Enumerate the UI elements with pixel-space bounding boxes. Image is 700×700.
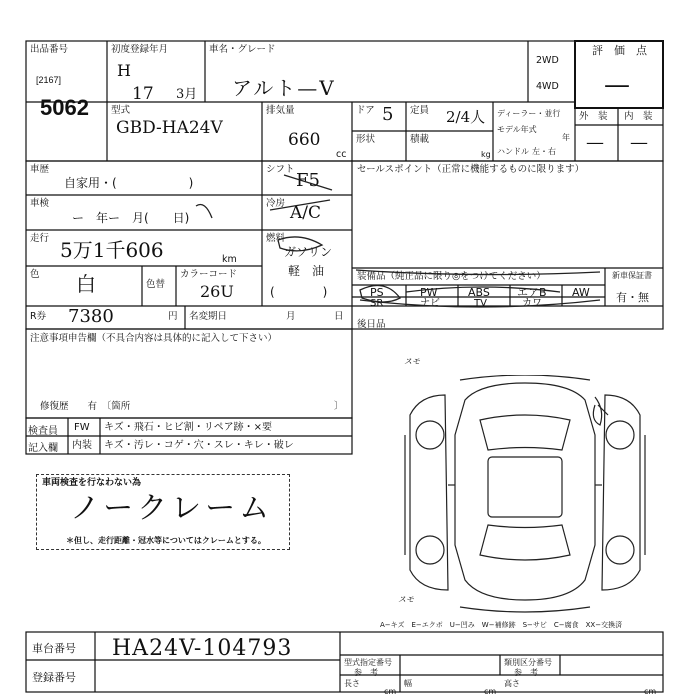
ac-label: 冷房 <box>266 198 286 209</box>
exterior-value: — <box>586 132 604 153</box>
width-unit: cm <box>484 687 497 696</box>
length-unit: cm <box>384 687 397 696</box>
fw-label: FW <box>74 422 90 433</box>
model-year-unit: 年 <box>562 133 570 142</box>
load-unit: kg <box>481 150 491 159</box>
sales-point-label: セールスポイント（正常に機能するものに限ります） <box>357 164 585 175</box>
new-warranty-label: 新車保証書 <box>612 271 652 280</box>
interior-check-label: 内装 <box>72 440 92 451</box>
equipment-airbag: エアB <box>517 286 547 299</box>
rating-value: — <box>604 70 630 100</box>
color-code-value: 26U <box>200 282 234 301</box>
chassis-label: 車台番号 <box>32 642 76 655</box>
inspection-value: ー 年ー 月( 日) <box>72 211 190 225</box>
repair-label: 修復歴 有 〔箇所 <box>40 401 131 412</box>
displacement-unit: cc <box>336 149 347 160</box>
handle-label: ハンドル <box>497 147 529 156</box>
color-code-label: カラーコード <box>180 269 238 280</box>
recycle-value: 7380 <box>68 306 114 327</box>
model-year-label: モデル年式 <box>497 125 537 134</box>
fw-items: キズ・飛石・ヒビ割・リペア跡・×要 <box>104 422 272 433</box>
name-change-month: 月 <box>286 311 296 322</box>
history-value: 自家用・( ) <box>64 176 194 190</box>
equipment-ps: PS <box>370 286 384 299</box>
month-value: 3月 <box>176 87 198 102</box>
recycle-unit: 円 <box>168 311 178 322</box>
equipment-aw: AW <box>572 286 590 299</box>
handle-value: 左・右 <box>532 147 556 156</box>
fuel-diesel: 軽 油 <box>288 264 325 278</box>
drive-2wd: 2WD <box>536 55 559 66</box>
mileage-unit: km <box>222 254 237 265</box>
equipment-navi: ナビ <box>420 298 440 309</box>
car-damage-diagram <box>390 375 660 615</box>
rating-label: 評 価 点 <box>592 44 647 57</box>
year-value: 17 <box>132 84 154 104</box>
dealer-label: ディーラー・並行 <box>497 109 561 118</box>
height-label: 高さ <box>504 679 520 688</box>
era-value: H <box>117 61 131 80</box>
no-claim-text: ノークレーム <box>70 491 274 526</box>
name-change-label: 名変期日 <box>189 311 228 322</box>
displacement-label: 排気量 <box>266 105 295 116</box>
equipment-pw: PW <box>420 286 438 299</box>
interior-label: 内 装 <box>624 111 653 122</box>
car-name-value: アルト—V <box>232 76 336 100</box>
lot-number: 5062 <box>40 95 89 120</box>
equipment-tv: TV <box>474 298 487 309</box>
class-code-label: 類別区分番号 <box>504 658 552 667</box>
diagram-label-sumo-top: スモ <box>404 357 420 366</box>
model-label: 型式 <box>111 105 131 116</box>
model-value: GBD-HA24V <box>116 118 223 138</box>
mileage-value: 5万1千606 <box>60 238 164 262</box>
name-change-day: 日 <box>334 311 344 322</box>
lot-number-label: 出品番号 <box>30 44 69 55</box>
interior-value: — <box>630 132 648 153</box>
load-label: 積載 <box>410 134 430 145</box>
doors-value: 5 <box>382 104 394 125</box>
equipment-label: 装備品（純正品に限り◎をつけてください） <box>357 271 546 282</box>
color-value: 白 <box>76 272 96 296</box>
first-reg-label: 初度登録年月 <box>111 44 169 55</box>
ac-value: A/C <box>290 203 322 223</box>
height-unit: cm <box>644 687 657 696</box>
capacity-value: 2/4人 <box>446 108 486 126</box>
exterior-label: 外 装 <box>579 111 608 122</box>
fuel-label: 燃料 <box>266 233 286 244</box>
inspector-label: 検査員記入欄 <box>28 426 58 454</box>
damage-legend: A−キズ E−エクボ U−凹み W−補修跡 S−サビ C−腐食 XX−交換済 <box>380 621 623 629</box>
doors-label: ドア <box>356 105 375 116</box>
equipment-sr: SR <box>370 298 384 309</box>
shift-label: シフト <box>266 164 295 175</box>
equipment-abs: ABS <box>468 286 490 299</box>
aftermarket-label: 後日品 <box>357 319 386 330</box>
new-warranty-value: 有・無 <box>616 291 649 304</box>
inspection-label: 車検 <box>30 198 50 209</box>
no-claim-header: 車両検査を行なわない為 <box>42 478 142 488</box>
no-claim-footnote: ＊但し、走行距離・冠水等についてはクレームとする。 <box>66 536 266 545</box>
shift-value: F5 <box>296 170 320 191</box>
type-designation-label: 型式指定番号 <box>344 658 392 667</box>
history-label: 車歴 <box>30 164 50 175</box>
notes-label: 注意事項申告欄（不具合内容は具体的に記入して下さい） <box>30 333 278 344</box>
repair-close: 〕 <box>334 401 344 412</box>
chassis-value: HA24V-104793 <box>112 636 293 661</box>
mileage-label: 走行 <box>30 233 50 244</box>
interior-items: キズ・汚レ・コゲ・穴・スレ・キレ・破レ <box>104 440 294 451</box>
color-swap-label: 色替 <box>146 279 166 290</box>
capacity-label: 定員 <box>410 105 430 116</box>
recycle-label: R券 <box>30 311 47 322</box>
diagram-label-sumo-bottom: スモ <box>398 595 414 604</box>
name-grade-label: 車名・グレード <box>209 44 276 55</box>
color-label: 色 <box>30 269 40 280</box>
reference-label-2: 参 考 <box>514 668 538 677</box>
registration-label: 登録番号 <box>32 671 76 684</box>
reference-label-1: 参 考 <box>354 668 378 677</box>
fuel-gas: ガソリン <box>284 245 333 259</box>
displacement-value: 660 <box>288 130 321 150</box>
drive-4wd: 4WD <box>536 81 559 92</box>
equipment-leather: カワ <box>522 298 542 309</box>
lot-code: [2167] <box>36 75 62 85</box>
shape-label: 形状 <box>356 134 376 145</box>
length-label: 長さ <box>344 679 360 688</box>
width-label: 幅 <box>404 679 412 688</box>
fuel-paren: ( ) <box>270 285 328 299</box>
